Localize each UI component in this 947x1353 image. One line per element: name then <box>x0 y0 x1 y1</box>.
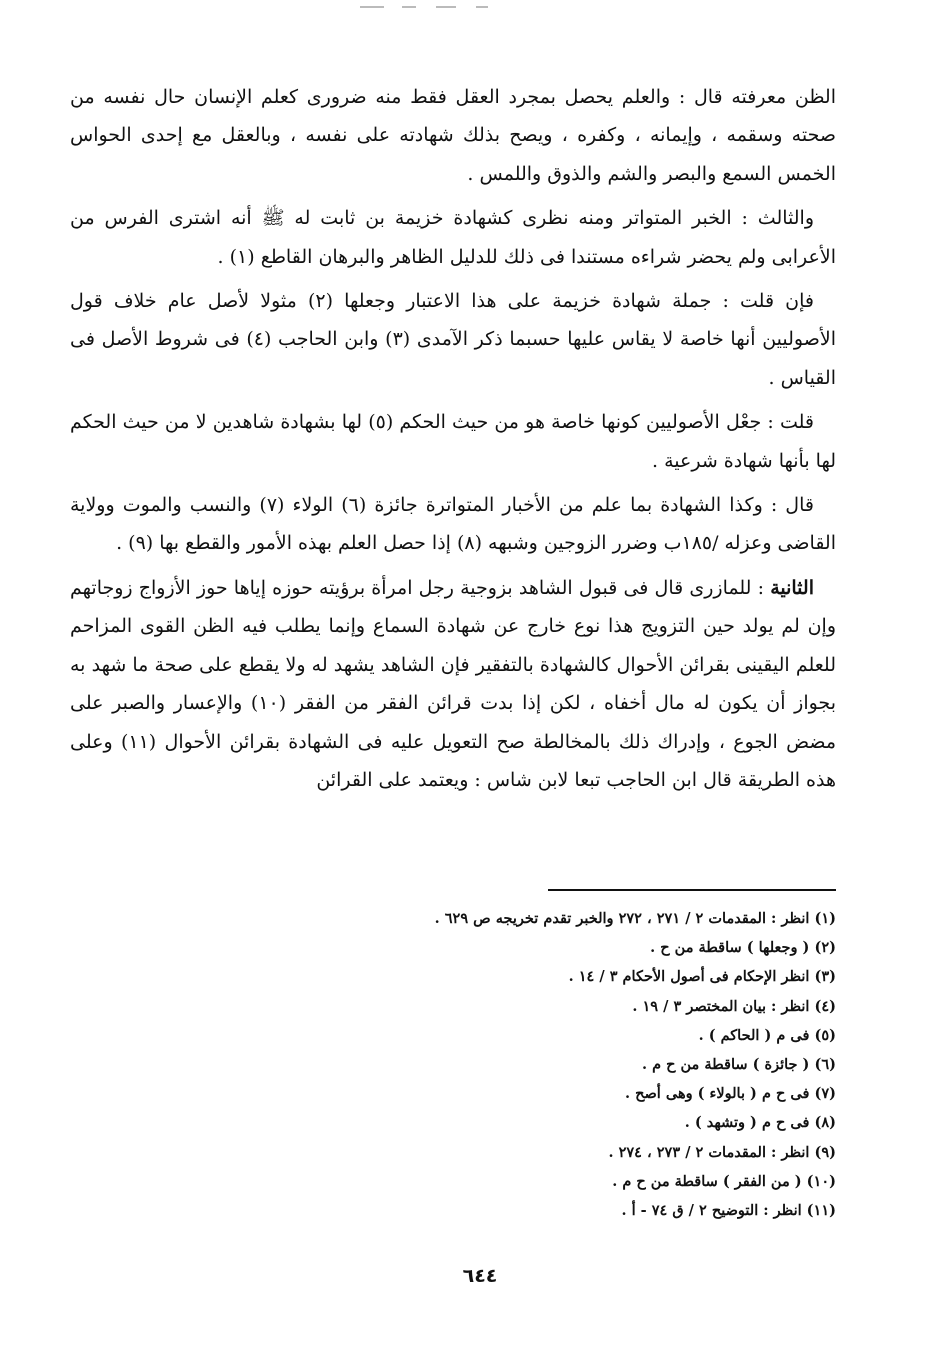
page-number: ٦٤٤ <box>462 1265 498 1287</box>
scan-artifact <box>360 6 384 8</box>
footnote-5: (٥) فى م ( الحاكم ) . <box>698 1026 836 1044</box>
footnote-11: (١١) انظر : التوضيح ٢ / ق ٧٤ - أ . <box>621 1202 836 1220</box>
footnotes <box>300 904 836 1225</box>
paragraph-5: قال : وكذا الشهادة بما علم من الأخبار المتواترة جائزة (٦) الولاء (٧) والنسب والموت وولاية القاضى وعزله /١٨٥ب وضرر الزوجين وشبهه (٨) إذا حصل العلم بهذه الأمور والقطع بها (٩) . <box>70 494 836 555</box>
footnote-7: (٧) فى ح م ( بالولاء ) وهى أصح . <box>625 1085 836 1103</box>
footnote-divider <box>548 889 836 891</box>
paragraph-3: فإن قلت : جملة شهادة خزيمة على هذا الاعتبار وجعلها (٢) مثولا لأصل عام خلاف قول الأصوليين أنها خاصة لا يقاس عليها حسبما ذكر الآمدى (٣) وابن الحاجب (٤) فى شروط الأصل فى القياس . <box>70 290 836 389</box>
paragraph-6-body: : للمازرى قال فى قبول الشاهد بزوجية رجل امرأة برؤيته حوزه إياها حوز الأزواج زوجاتهم وإن لم يولد حين التزويج هذا نوع خارج عن شهادة السماع وإنما يطلب فيه الظن القوى المزاحم للعلم اليقينى بقرائن الأحوال كالشهادة بالتفقير فإن الشاهد يشهد له ولا يقطع على صحة ما شهد به بجواز أن يكون له مال أخفاه ، لكن إذا بدت قرائن الفقر من الفقر (١٠) والإعسار والصبر على مضض الجوع ، وإدراك ذلك بالمخالطة صح التعويل عليه فى الشهادة بقرائن الأحوال (١١) وعلى هذه الطريقة قال ابن الحاجب تبعا لابن شاس : ويعتمد على القرائن <box>70 576 837 791</box>
footnote-9: (٩) انظر : المقدمات ٢ / ٢٧٣ ، ٢٧٤ . <box>608 1143 836 1161</box>
footnote-1: (١) انظر : المقدمات ٢ / ٢٧١ ، ٢٧٢ والخبر تقدم تخريجه ص ٦٢٩ . <box>434 910 836 927</box>
footnote-2: (٢) ( وجعلها ) ساقطة من ح . <box>650 939 836 957</box>
footnote-8: (٨) فى ح م ( وتشهد ) . <box>684 1114 836 1132</box>
paragraph-4: قلت : جعْل الأصوليين كونها خاصة هو من حيث الحكم (٥) لها بشهادة شاهدين لا من حيث الحكم لها بأنها شهادة شرعية . <box>70 411 836 472</box>
footnote-3: (٣) انظر الإحكام فى أصول الأحكام ٣ / ١٤ . <box>568 968 836 986</box>
footnote-4: (٤) انظر : بيان المختصر ٣ / ١٩ . <box>632 997 836 1015</box>
main-text <box>70 78 836 805</box>
paragraph-6-lead: الثانية <box>770 576 814 599</box>
footnote-6: (٦) ( جائزة ) ساقطة من ح م . <box>641 1056 836 1074</box>
footnote-10: (١٠) ( من الفقر ) ساقطة من ح م . <box>612 1172 836 1190</box>
paragraph-6 <box>70 569 836 799</box>
scan-artifact <box>436 6 456 8</box>
scan-artifact <box>476 6 488 8</box>
scan-artifact <box>402 6 416 8</box>
paragraph-1: الظن معرفته قال : والعلم يحصل بمجرد العقل فقط منه ضرورى كعلم الإنسان حال نفسه من صحته وسقمه ، وإيمانه ، وكفره ، ويصح بذلك شهادته على نفسه ، وبالعقل مع إحدى الحواس الخمس السمع والبصر والشم والذوق واللمس . <box>70 86 836 185</box>
paragraph-2: والثالث : الخبر المتواتر ومنه نظرى كشهادة خزيمة بن ثابت له ﷺ أنه اشترى الفرس من الأعرابى ولم يحضر شراءه مستندا فى ذلك للدليل الظاهر والبرهان القاطع (١) . <box>70 207 836 268</box>
